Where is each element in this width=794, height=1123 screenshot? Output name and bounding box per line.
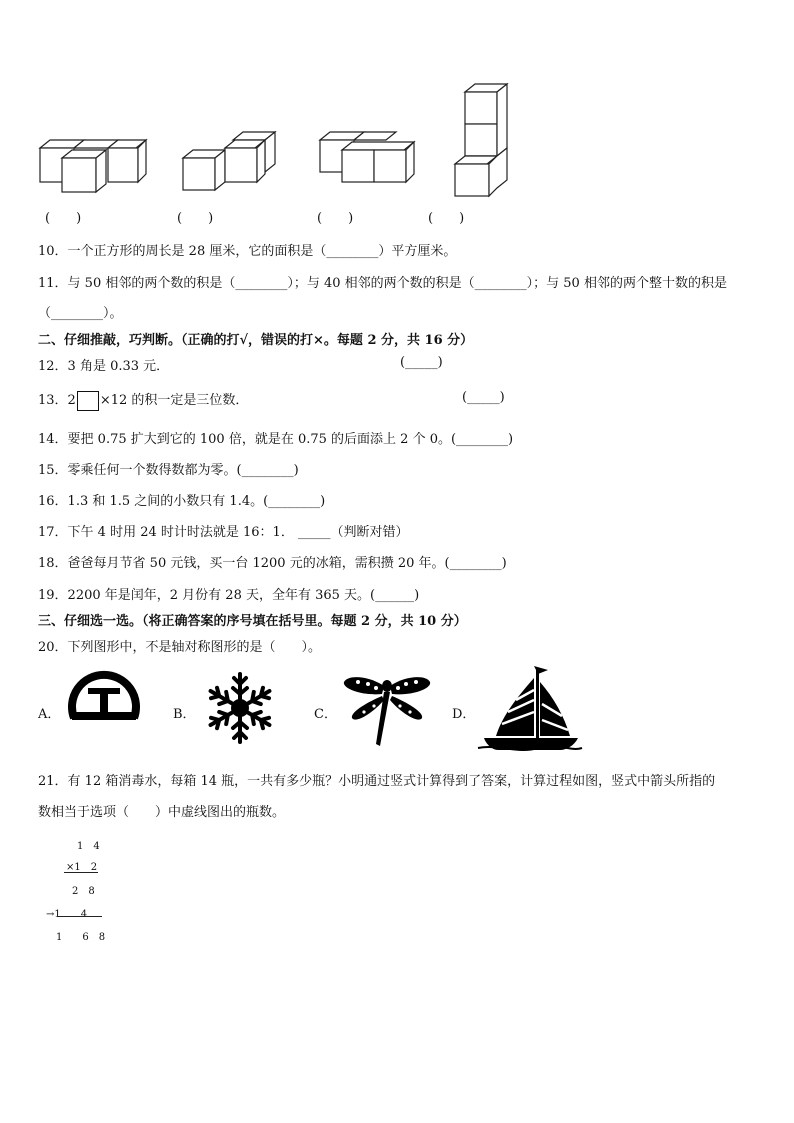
cube-figure-4	[455, 82, 510, 197]
calc-partial-product-2: →1 4	[46, 909, 88, 920]
question-13-prefix: 13．2	[38, 393, 76, 408]
option-b-label[interactable]: B．	[173, 707, 196, 722]
calc-multiplicand: 1 4	[77, 841, 100, 852]
question-19: 19．2200 年是闰年，2 月份有 28 天，全年有 365 天。(______)	[38, 588, 420, 603]
question-13	[38, 389, 248, 411]
answer-paren-2[interactable]: ( )	[177, 211, 214, 226]
option-c-label[interactable]: C．	[314, 707, 337, 722]
question-12-paren[interactable]: (_____)	[400, 355, 443, 370]
question-13-paren[interactable]: (_____)	[462, 390, 505, 405]
sailboat-icon	[478, 664, 582, 754]
question-16: 16．1.3 和 1.5 之间的小数只有 1.4。(________)	[38, 494, 326, 509]
section-3-title: 三、仔细选一选。（将正确答案的序号填在括号里。每题 2 分，共 10 分）	[38, 614, 467, 629]
question-21-line2: 数相当于选项（ ）中虚线图出的瓶数。	[38, 805, 286, 820]
calc-product: 1 6 8	[56, 932, 106, 943]
answer-paren-4[interactable]: ( )	[428, 211, 465, 226]
question-13-suffix: ×12 的积一定是三位数．	[99, 393, 249, 408]
question-11-line2: （________）。	[38, 306, 123, 321]
calc-divider-1	[64, 872, 98, 873]
snowflake-icon	[203, 670, 277, 746]
answer-paren-3[interactable]: ( )	[317, 211, 354, 226]
option-a-label[interactable]: A．	[38, 707, 61, 722]
question-21-line1: 21．有 12 箱消毒水，每箱 14 瓶，一共有多少瓶？小明通过竖式计算得到了答案，计算过程如图，竖式中箭头所指的	[38, 774, 716, 789]
question-15: 15．零乘任何一个数得数都为零。(________)	[38, 463, 299, 478]
question-18: 18．爸爸每月节省 50 元钱，买一台 1200 元的冰箱，需积攒 20 年。(________)	[38, 556, 507, 571]
cube-figure-2	[183, 130, 278, 195]
dragonfly-icon	[340, 672, 434, 748]
calc-multiplier: ×1 2	[66, 862, 98, 873]
digit-blank-box[interactable]	[77, 391, 99, 411]
question-20: 20．下列图形中，不是轴对称图形的是（ ）。	[38, 640, 322, 655]
section-2-title: 二、仔细推敲，巧判断。（正确的打√，错误的打×。每题 2 分，共 16 分）	[38, 333, 474, 348]
cube-figure-3	[320, 130, 420, 185]
calc-divider-2	[58, 916, 102, 917]
question-14: 14．要把 0.75 扩大到它的 100 倍，就是在 0.75 的后面添上 2 个 0。(________)	[38, 432, 514, 447]
question-17: 17．下午 4 时用 24 时计时法就是 16：1． _____（判断对错）	[38, 525, 409, 540]
answer-paren-1[interactable]: ( )	[45, 211, 82, 226]
question-12: 12．3 角是 0.33 元．	[38, 359, 170, 374]
metro-logo-icon	[66, 672, 142, 724]
option-d-label[interactable]: D．	[452, 707, 476, 722]
question-11-line1: 11．与 50 相邻的两个数的积是（________）；与 40 相邻的两个数的积是（________）；与 50 相邻的两个整十数的积是	[38, 276, 727, 291]
question-10: 10．一个正方形的周长是 28 厘米，它的面积是（________）平方厘米。	[38, 244, 457, 259]
calc-partial-product-1: 2 8	[72, 886, 95, 897]
cube-figure-1	[40, 138, 150, 193]
